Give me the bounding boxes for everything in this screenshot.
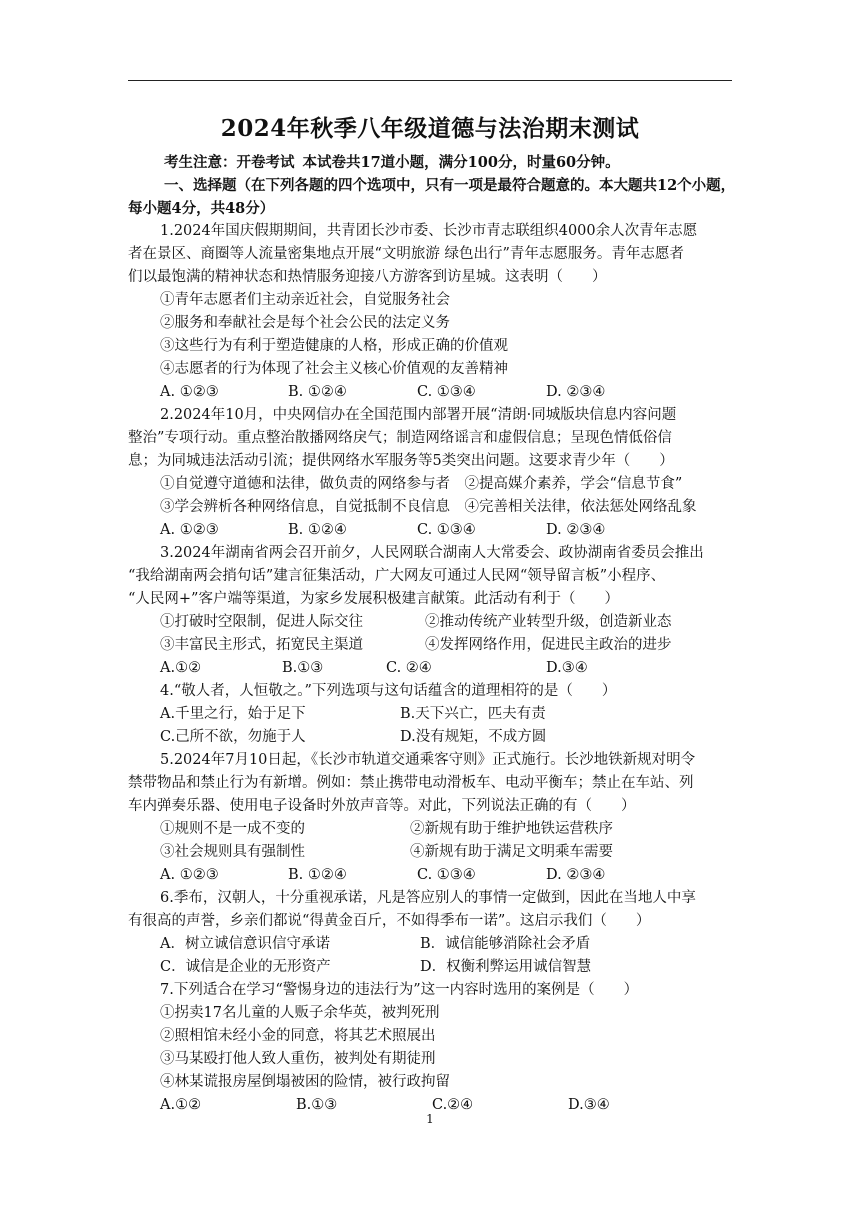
q5-option-d: D. ②③④ [546,867,606,883]
q3-stem-line-3: “人民网+”客户端等渠道，为家乡发展积极建言献策。此活动有利于（ ） [128,591,619,607]
q4-option-d: D.没有规矩，不成方圆 [400,729,547,745]
q7-case-2: ②照相馆未经小金的同意，将其艺术照展出 [160,1028,436,1044]
q5-stem-line-2: 禁带物品和禁止行为有新增。例如：禁止携带电动滑板车、电动平衡车；禁止在车站、列 [128,775,694,791]
q2-option-a: A. ①②③ [160,522,219,538]
q5-statement-2: ②新规有助于维护地铁运营秩序 [410,821,613,837]
q1-option-d: D. ②③④ [546,384,606,400]
q7-case-4: ④林某谎报房屋倒塌被困的险情，被行政拘留 [160,1074,450,1090]
q2-option-b: B. ①②④ [288,522,347,538]
q1-stem-line-2: 者在景区、商圈等人流量密集地点开展“文明旅游 绿色出行”青年志愿服务。青年志愿者 [128,246,684,262]
q1-stem-line-1: 1.2024年国庆假期期间，共青团长沙市委、长沙市青志联组织4000余人次青年志愿 [160,223,698,239]
q6-stem-line-1: 6.季布，汉朝人，十分重视承诺，凡是答应别人的事情一定做到，因此在当地人中享 [160,890,696,906]
q1-statement-2: ②服务和奉献社会是每个社会公民的法定义务 [160,315,450,331]
q7-option-c: C.②④ [432,1097,474,1113]
notice-part-1: 考生注意：开卷考试 [164,154,295,171]
q7-stem: 7.下列适合在学习“警惕身边的违法行为”这一内容时选用的案例是（ ） [160,982,639,998]
q1-option-c: C. ①③④ [417,384,476,400]
q2-stem-line-2: 整治”专项行动。重点整治散播网络戾气；制造网络谣言和虚假信息；呈现色情低俗信 [128,430,672,446]
q2-stem-line-1: 2.2024年10月，中央网信办在全国范围内部署开展“清朗·同城版块信息内容问题 [160,407,677,423]
q3-option-b: B.①③ [282,660,324,676]
q7-case-1: ①拐卖17名儿童的人贩子余华英，被判死刑 [160,1005,440,1021]
q6-option-c: C．诚信是企业的无形资产 [160,959,331,975]
q2-option-d: D. ②③④ [546,522,606,538]
exam-title: 2024年秋季八年级道德与法治期末测试 [220,115,640,142]
q1-statement-3: ③这些行为有利于塑造健康的人格，形成正确的价值观 [160,338,508,354]
q3-statement-3: ③丰富民主形式，拓宽民主渠道 [160,637,363,653]
notice-part-2: 本试卷共17道小题，满分100分，时量60分钟。 [302,154,620,171]
header-rule [128,80,732,81]
q6-stem-line-2: 有很高的声誉，乡亲们都说“得黄金百斤，不如得季布一诺”。这启示我们（ ） [128,913,651,929]
q6-option-d: D．权衡利弊运用诚信智慧 [420,959,592,975]
page-number: 1 [426,1112,434,1126]
q5-statement-4: ④新规有助于满足文明乘车需要 [410,844,613,860]
q5-option-c: C. ①③④ [417,867,476,883]
exam-notice [164,151,628,172]
q5-option-a: A. ①②③ [160,867,219,883]
q1-option-b: B. ①②④ [288,384,347,400]
q5-stem-line-3: 车内弹奏乐器、使用电子设备时外放声音等。对此，下列说法正确的有（ ） [128,798,636,814]
q4-option-b: B.天下兴亡，匹夫有责 [400,706,546,722]
q3-option-d: D.③④ [546,660,588,676]
q5-stem-line-1: 5.2024年7月10日起，《长沙市轨道交通乘客守则》正式施行。长沙地铁新规对明令 [160,752,696,768]
q2-option-c: C. ①③④ [417,522,476,538]
q6-option-b: B．诚信能够消除社会矛盾 [420,936,591,952]
q3-stem-line-1: 3.2024年湖南省两会召开前夕，人民网联合湖南人大常委会、政协湖南省委员会推出 [160,545,704,561]
q4-option-a: A.千里之行，始于足下 [160,706,306,722]
q3-statement-2: ②推动传统产业转型升级，创造新业态 [425,614,672,630]
q1-stem-line-3: 们以最饱满的精神状态和热情服务迎接八方游客到访星城。这表明（ ） [128,269,607,285]
q1-statement-1: ①青年志愿者们主动亲近社会，自觉服务社会 [160,292,450,308]
q5-statement-1: ①规则不是一成不变的 [160,821,305,837]
q5-option-b: B. ①②④ [288,867,347,883]
q7-option-d: D.③④ [568,1097,610,1113]
q6-option-a: A．树立诚信意识信守承诺 [160,936,330,952]
q7-case-3: ③马某殴打他人致人重伤，被判处有期徒刑 [160,1051,436,1067]
q2-statements-3-4: ③学会辨析各种网络信息，自觉抵制不良信息 ④完善相关法律，依法惩处网络乱象 [160,499,697,515]
q1-statement-4: ④志愿者的行为体现了社会主义核心价值观的友善精神 [160,361,508,377]
q4-stem: 4.“敬人者，人恒敬之。”下列选项与这句话蕴含的道理相符的是（ ） [160,683,617,699]
q3-statement-1: ①打破时空限制，促进人际交往 [160,614,363,630]
q3-statement-4: ④发挥网络作用，促进民主政治的进步 [425,637,672,653]
q2-stem-line-3: 息；为同城违法活动引流；提供网络水军服务等5类突出问题。这要求青少年（ ） [128,453,674,469]
q5-statement-3: ③社会规则具有强制性 [160,844,305,860]
q1-option-a: A. ①②③ [160,384,219,400]
q3-option-c: C. ②④ [386,660,432,676]
q3-stem-line-2: “我给湖南两会捎句话”建言征集活动，广大网友可通过人民网“领导留言板”小程序、 [128,568,666,584]
q4-option-c: C.己所不欲，勿施于人 [160,729,306,745]
q2-statements-1-2: ①自觉遵守道德和法律，做负责的网络参与者 ②提高媒介素养，学会“信息节食” [160,476,683,492]
section-heading: 一、选择题（在下列各题的四个选项中，只有一项是最符合题意的。本大题共12个小题，每小题4分，共48分） [128,177,736,217]
q7-option-a: A.①② [160,1097,202,1113]
q7-option-b: B.①③ [296,1097,338,1113]
q3-option-a: A.①② [160,660,202,676]
